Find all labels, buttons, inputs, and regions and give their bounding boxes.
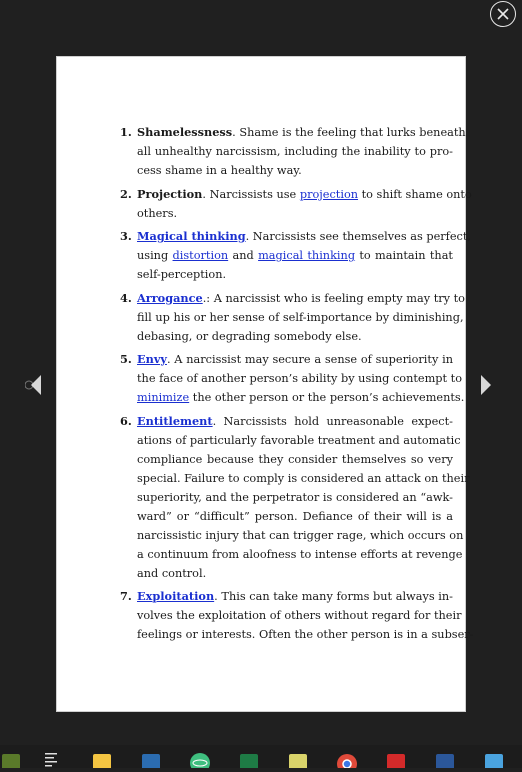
body-text: volves the exploitation of others without regard for their	[137, 609, 462, 622]
list-item	[120, 350, 465, 407]
body-text: compliance because they consider themselves so very	[137, 452, 453, 466]
image-viewer-icon[interactable]	[483, 751, 505, 768]
text-line	[137, 606, 462, 625]
chevron-left-icon	[25, 372, 45, 398]
text-line	[137, 431, 461, 450]
body-text: . Shame is the feeling that lurks beneath	[232, 126, 466, 139]
text-line	[137, 327, 453, 346]
hyperlink[interactable]: distortion	[172, 249, 229, 262]
text-line	[137, 412, 453, 431]
pdf-reader-icon[interactable]	[385, 751, 407, 768]
list-item	[120, 289, 465, 346]
term-heading-link[interactable]: Envy	[137, 352, 167, 366]
body-text: using	[137, 249, 173, 262]
text-line	[137, 545, 463, 564]
list-item	[120, 412, 470, 583]
list-item-number: 1.	[120, 125, 132, 139]
body-text: narcissistic injury that can trigger rage, which occurs on	[137, 528, 464, 542]
text-line	[137, 469, 470, 488]
body-text: ations of particularly favorable treatment and automatic	[137, 433, 461, 447]
atom-app-icon[interactable]	[189, 751, 211, 768]
body-text: . A narcissist may secure a sense of superiority in	[166, 353, 453, 366]
text-line	[137, 450, 453, 469]
term-heading-link[interactable]: Exploitation	[137, 589, 215, 603]
term-heading-link[interactable]: Magical thinking	[137, 229, 246, 243]
body-text: the face of another person’s ability by using contempt to	[137, 372, 463, 385]
body-text: debasing, or degrading somebody else.	[137, 329, 362, 343]
list-item	[120, 587, 474, 644]
text-line	[137, 265, 453, 284]
list-item-number: 2.	[120, 186, 132, 201]
body-text: . This can take many forms but always in-	[214, 590, 453, 603]
body-text: .: A narcissist who is feeling empty may try to	[202, 291, 465, 305]
hyperlink[interactable]: magical thinking	[258, 249, 356, 262]
body-text: to maintain that	[355, 249, 453, 262]
body-text: fill up his or her sense of self-importance by diminishing,	[137, 310, 464, 324]
list-item	[120, 185, 472, 223]
text-line	[137, 204, 453, 223]
text-line	[137, 350, 453, 369]
body-text: others.	[137, 206, 178, 220]
numbered-list	[120, 123, 474, 649]
text-line	[137, 227, 471, 246]
list-item-number: 3.	[120, 229, 132, 243]
body-text: superiority, and the perpetrator is considered an “awk-	[137, 490, 453, 504]
term-heading-link[interactable]: Entitlement	[137, 413, 213, 428]
body-text: ward” or “difficult” person. Defiance of their will is a	[137, 509, 453, 523]
text-line	[137, 246, 453, 265]
text-line	[137, 369, 463, 388]
text-line	[137, 308, 464, 327]
body-text: . Narcissists use	[202, 187, 300, 201]
body-text: all unhealthy narcissism, including the inability to pro-	[137, 145, 453, 158]
term-heading-link[interactable]: Arrogance	[137, 290, 203, 305]
file-explorer-icon[interactable]	[91, 751, 113, 768]
body-text: self-perception.	[137, 268, 227, 281]
text-line	[137, 185, 472, 204]
excel-icon[interactable]	[238, 751, 260, 768]
close-icon	[496, 7, 510, 21]
text-line	[137, 142, 453, 161]
text-line	[137, 161, 453, 180]
body-text: and	[228, 249, 259, 262]
body-text: a continuum from aloofness to intense efforts at revenge	[137, 547, 463, 561]
text-line	[137, 123, 466, 142]
list-item-number: 5.	[120, 352, 132, 366]
text-line	[137, 526, 464, 545]
text-line	[137, 488, 453, 507]
term-heading: Projection	[137, 186, 203, 201]
body-text: cess shame in a healthy way.	[137, 164, 302, 177]
next-page-button[interactable]	[476, 372, 496, 398]
body-text: the other person or the person’s achievements.	[189, 391, 465, 404]
body-text: special. Failure to comply is considered an attack on their	[137, 471, 470, 485]
security-lock-icon[interactable]	[140, 751, 162, 768]
term-heading: Shamelessness	[137, 125, 233, 139]
body-text: feelings or interests. Often the other person is in a subser-	[137, 628, 474, 641]
text-line	[137, 587, 453, 606]
text-line	[137, 289, 465, 308]
previous-page-button[interactable]	[25, 372, 45, 398]
body-text: to shift shame onto	[358, 187, 472, 201]
list-item-number: 6.	[120, 413, 132, 428]
body-text: and control.	[137, 566, 207, 580]
text-line	[137, 388, 465, 407]
close-button[interactable]	[490, 1, 516, 27]
body-text: . Narcissists see themselves as perfect,	[245, 230, 471, 243]
hyperlink[interactable]: minimize	[137, 391, 190, 404]
text-editor-icon[interactable]	[42, 751, 64, 768]
list-item	[120, 227, 471, 284]
text-line	[137, 564, 453, 583]
turtle-app-icon[interactable]	[0, 751, 22, 768]
notepad-icon[interactable]	[287, 751, 309, 768]
list-item	[120, 123, 466, 180]
list-item-number: 4.	[120, 290, 132, 305]
text-line	[137, 625, 474, 644]
document-page	[56, 56, 474, 712]
chevron-right-icon	[476, 372, 496, 398]
body-text: . Narcissists hold unreasonable expect-	[212, 414, 453, 428]
list-item-number: 7.	[120, 589, 132, 603]
word-icon[interactable]	[434, 751, 456, 768]
chrome-icon[interactable]	[336, 751, 358, 768]
hyperlink[interactable]: projection	[299, 187, 359, 201]
taskbar	[0, 745, 522, 768]
text-line	[137, 507, 453, 526]
